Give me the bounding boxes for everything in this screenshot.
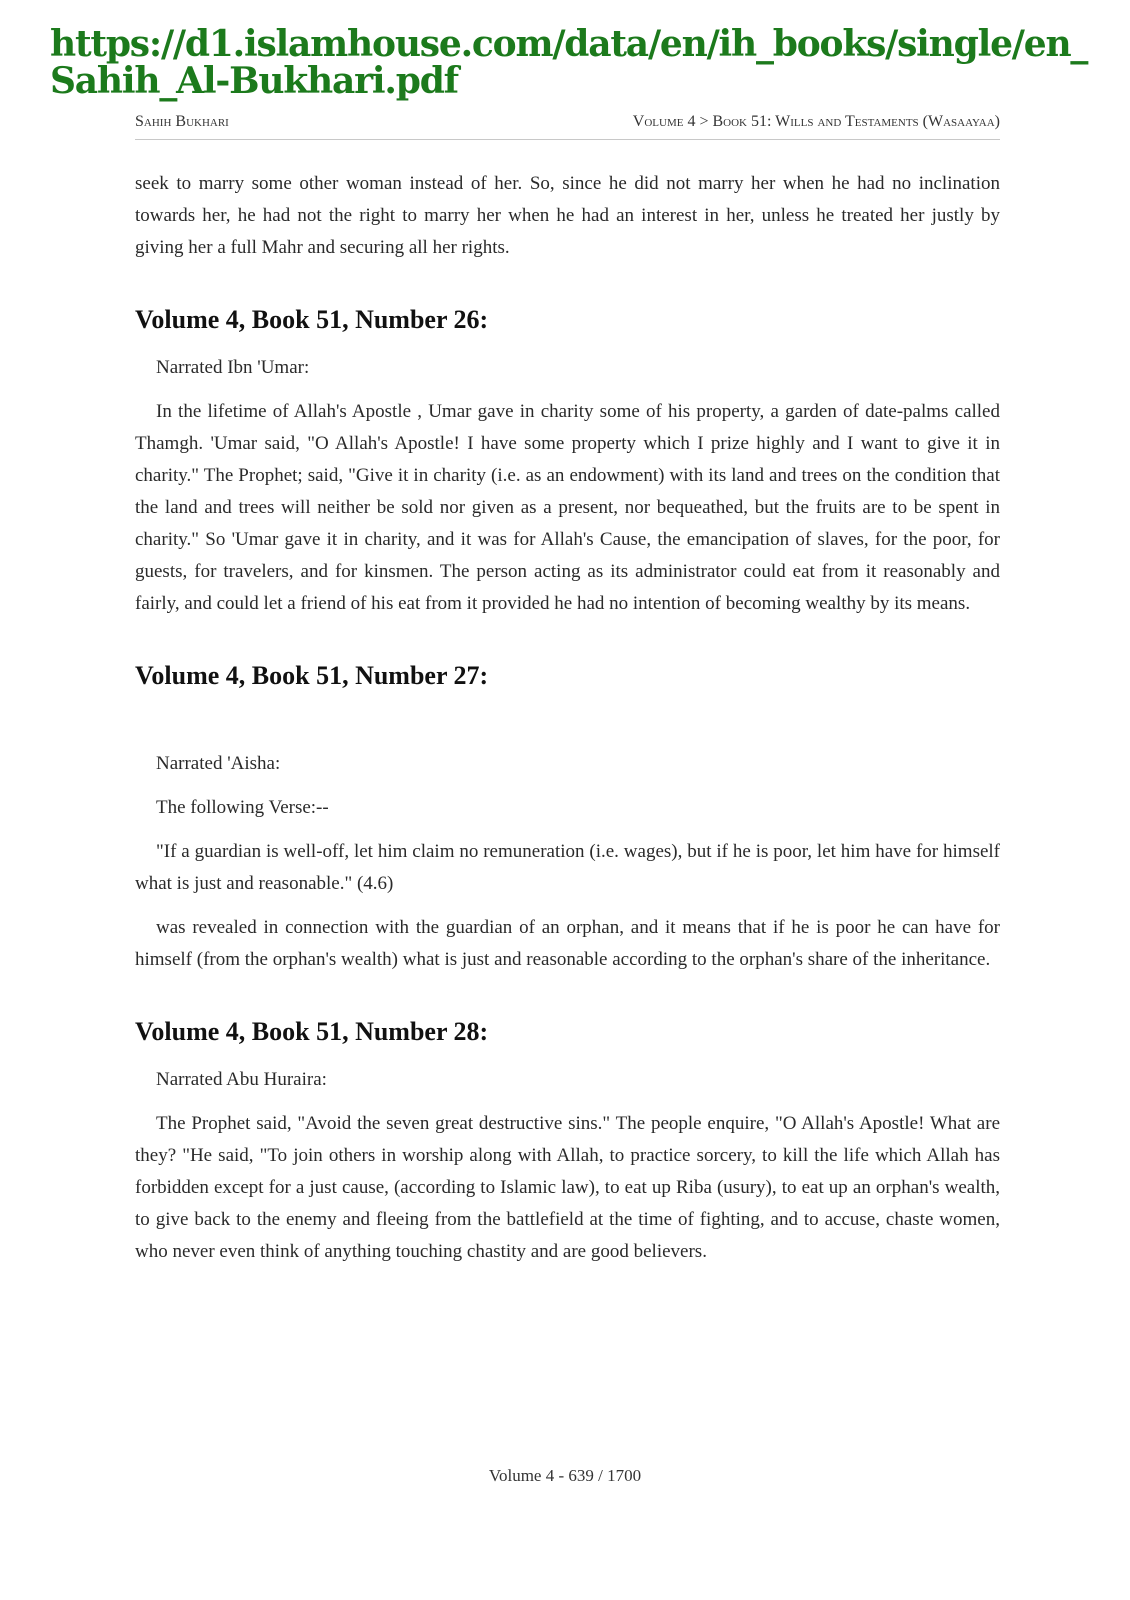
hadith-paragraph: The Prophet said, "Avoid the seven great destructive sins." The people enquire, "O Allah's Apostle! What are they? "He said, "To join others in worship along with Allah, to practice sorcery, to kill the life which Allah has forbidden except for a just cause, (according to Islamic law), to eat up Riba (usury), to eat up an orphan's wealth, to give back to the enemy and fleeing from the battlefield at the time of fighting, and to accuse, chaste women, who never even think of anything touching chastity and are good believers.	[135, 1113, 1000, 1262]
hadith-narrator: Narrated 'Aisha:	[156, 753, 281, 774]
hadith-paragraph: "If a guardian is well-off, let him claim no remuneration (i.e. wages), but if he is poor, let him have for himself what is just and reasonable." (4.6)	[135, 841, 1000, 894]
page-content	[135, 168, 1000, 1280]
page-footer: Volume 4 - 639 / 1700	[488, 1466, 642, 1485]
header-book-title: Sahih Bukhari	[135, 113, 229, 130]
header-chapter-title: Volume 4 > Book 51: Wills and Testaments (Wasaayaa)	[632, 113, 1000, 130]
hadith-28	[135, 1016, 1000, 1268]
hadith-heading: Volume 4, Book 51, Number 28:	[135, 1017, 489, 1046]
hadith-narrator: Narrated Ibn 'Umar:	[156, 357, 310, 378]
hadith-heading: Volume 4, Book 51, Number 26:	[135, 305, 489, 334]
hadith-narrator: Narrated Abu Huraira:	[156, 1069, 327, 1090]
hadith-heading: Volume 4, Book 51, Number 27:	[135, 661, 489, 690]
hadith-paragraph: was revealed in connection with the guardian of an orphan, and it means that if he is poor he can have for himself (from the orphan's wealth) what is just and reasonable according to the orphan's share of the inheritance.	[135, 917, 1000, 970]
running-header	[135, 113, 1000, 140]
hadith-27	[135, 660, 1000, 976]
intro-paragraph: seek to marry some other woman instead of her. So, since he did not marry her when he had no inclination towards her, he had not the right to marry her when he had an interest in her, unless he treated her justly by giving her a full Mahr and securing all her rights.	[135, 173, 1000, 258]
source-url-banner: https://d1.islamhouse.com/data/en/ih_books/single/en_Sahih_Al-Bukhari.pdf	[50, 23, 1088, 102]
hadith-26	[135, 304, 1000, 620]
hadith-paragraph: The following Verse:--	[156, 797, 329, 818]
hadith-paragraph: In the lifetime of Allah's Apostle , Umar gave in charity some of his property, a garden of date-palms called Thamgh. 'Umar said, "O Allah's Apostle! I have some property which I prize highly and I want to give it in charity." The Prophet; said, "Give it in charity (i.e. as an endowment) with its land and trees on the condition that the land and trees will neither be sold nor given as a present, nor bequeathed, but the fruits are to be spent in charity." So 'Umar gave it in charity, and it was for Allah's Cause, the emancipation of slaves, for the poor, for guests, for travelers, and for kinsmen. The person acting as its administrator could eat from it reasonably and fairly, and could let a friend of his eat from it provided he had no intention of becoming wealthy by its means.	[135, 401, 1000, 614]
